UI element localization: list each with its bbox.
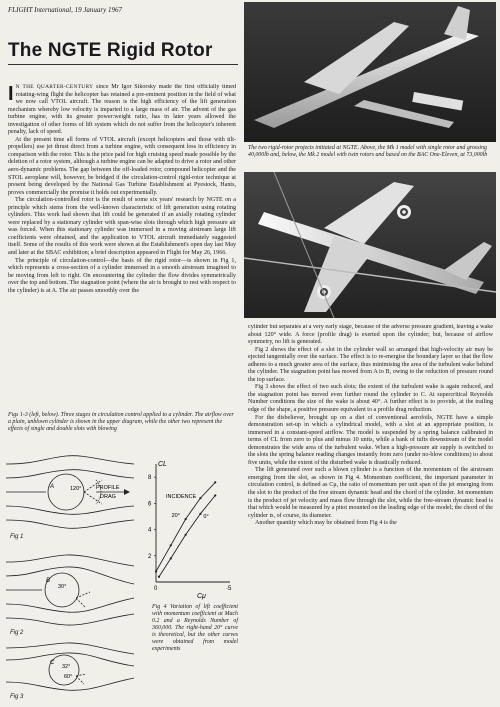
fig3-angle1: 32° (62, 664, 71, 670)
running-head-text: FLIGHT International, 19 January 1967 (8, 6, 123, 14)
aircraft-photo-mk2 (244, 172, 496, 318)
fig1-diagram (6, 452, 136, 536)
fig4-data-point (214, 494, 216, 496)
fig1-profile: PROFILE (96, 485, 120, 491)
fig4-data-point (214, 481, 216, 483)
title-rule (8, 64, 238, 65)
fig4-y-tick-label: 4 (148, 527, 152, 534)
aircraft-mk2-image (244, 172, 496, 318)
fig4-data-point (199, 513, 201, 515)
fig1-point: A (50, 484, 55, 490)
figs-caption: Figs 1-3 (left, below). Three stages in circulation control applied to a cylinder. The airflow over a plain, unblown cylinder is shown in the upper diagram, while the other two represent the effects of single and double slots with blowing (8, 412, 234, 432)
fig4-x-label: Cμ (197, 593, 206, 600)
fig4-data-point (185, 534, 187, 536)
fig4-incidence-label: INCIDENCE (166, 494, 197, 501)
fig4-data-point (170, 544, 172, 546)
paragraph-1 (8, 84, 236, 137)
paragraph-2: At the present time all forms of VTOL aircraft (except helicopters and those with tilt-propellers) use jet thrust direct from a turbine engine, with consequent loss in efficiency in comparison with the rotor. This is the price paid for high cruising speed made possible by the deletion of a rotor system, although a turbine engine can be adapted to drive a rotor and other aero-dynamic problems. The gap between the off-loaded rotor, compound helicopter and the STOL aeroplane will, however, be bridged if the circulation-control rigid-rotor technique at present being developed by the National Gas Turbine Establishment at Pyestock, Hants, proves commercially the promise it holds out experimentally. (8, 136, 236, 196)
fig2-point: B (46, 578, 51, 584)
article-column-1 (8, 84, 236, 404)
aircraft-photo-mk1 (244, 2, 496, 142)
fig2-label: Fig 2 (10, 630, 24, 636)
fig2-angle: 30° (58, 584, 67, 590)
fig4-x-tick-label: ·5 (226, 586, 232, 592)
col2-paragraph-6: Another quantity which may be obtained from Fig 4 is the (255, 520, 397, 527)
fig4-series-label: 0° (203, 513, 209, 520)
fig4-caption: Fig 4 Variation of lift coefficient with momentum coefficient at Mach 0.2 and a Reynolds Number of 360,000. The right-hand 20° curve is theoretical, but the other curves were obtained from model experiments (152, 604, 238, 652)
article-title: The NGTE Rigid Rotor (8, 40, 213, 61)
article-column-2 (248, 324, 493, 704)
fig4-chart (138, 450, 238, 600)
col2-paragraph-4: For the disbeliever, brought up on a diet of conventional aerofoils, NGTE have a simple demonstration set-up in which a cylindrical model, with a slot at an appropriate position, is immersed in a constant-speed airflow. The model is suspended by a spring balance calibrated in terms of CL from zero to plus and minus 10 units, while a bank of tufts downstream of the model demonstrates the wide area of the turbulent wake. When a high-pressure air supply is switched to the slots the spring balance reading changes instantly from zero (under no-blow conditions) to about five units, while the extent of the disturbed wake is drastically reduced. (248, 414, 493, 466)
fig4-data-point (199, 497, 201, 499)
col2-paragraph-2: Fig 2 shows the effect of a slot in the cylinder wall so arranged that high-velocity air may be ejected tangentially over the surface. The effect is to re-energise the boundary layer so that the flow adheres to a much greater area of the surface, thus minimising the area of the turbulent wake behind the cylinder. The stagnation point has moved from A to B, owing to the reduction of pressure round the top surface. (248, 346, 493, 383)
lead-smallcaps: N THE QUARTER-CENTURY (15, 84, 94, 90)
fig1-drag: DRAG (100, 494, 116, 500)
aircraft-mk1-image (244, 2, 496, 142)
fig1-angle: 120° (70, 486, 82, 492)
photo-caption: The two rigid-rotor projects initiated at NGTE. Above, the Mk 1 model with single rotor and grossing 40,000lb and, below, the Mk 2 model with twin rotors and based on the BAC One-Eleven, at 73,000lb (248, 145, 488, 158)
fig1-label: Fig 1 (10, 534, 24, 540)
paragraph-4: The principle of circulation-control—the basis of the rigid rotor—is shown in Fig 1, which represents a cross-section of a cylinder immersed in a smooth airstream imagined to be moving from left to right. On encountering the cylinder the flow divides symmetrically over the top and bottom. The stagnation point (where the air is brought to rest with respect to the cylinder) is at A. The air passes smoothly over the (8, 257, 236, 294)
col2-paragraph-1: cylinder but separates at a very early stage, because of the adverse pressure gradient, leaving a wake about 120° wide. A force (profile drag) is exerted upon the cylinder; but, because of airflow symmetry, no lift is generated. (248, 324, 493, 346)
col2-paragraph-5: The lift generated over such a blown cylinder is a function of the momentum of the airstream emerging from the slot, as shown in Fig 4. Momentum coefficient, the important parameter in circulation control, is defined as Cμ, the ratio of momentum per unit span of the jet emerging from the slot to the product of the free stream dynamic head and the chord of the cylinder. Jet momentum is the product of jet velocity and mass flow through the slot, while the free-stream dynamic head is that which would be measured by a pitot mounted on the leading edge of the model; the chord of the cylinder is, of course, its diameter. (248, 467, 493, 519)
fig4-y-tick-label: 8 (148, 475, 152, 482)
paragraph-1-text: since Mr Igor Sikorsky made the first officially timed rotating-wing flight the helicopter has retained a pre-eminent position in the field of what we now call VTOL aircraft. The reason is the high efficiency of the lift generation mechanism whereby low velocity is imparted to a large mass of air. The advent of the gas turbine engine, with its greater power:weight ratio, has in later years allowed the investigation of other forms of lift system which do not suffer from the helicopter's inherent penalty, lack of speed. (8, 84, 236, 136)
fig4-y-label: CL (158, 461, 167, 468)
fig3-point: C (50, 660, 55, 666)
fig4-y-tick-label: 6 (148, 501, 152, 508)
fig3-diagram (6, 642, 136, 696)
fig4-series-line (159, 496, 215, 577)
fig4-data-point (158, 576, 160, 578)
paragraph-3: The circulation-controlled rotor is the result of some six years' research by NGTE on a principle which stems from the well-known characteristic of lift generation using rotating cylinders. This work had shown that lift could be generated if an axially rotating cylinder were replaced by a stationary cylinder with span-wise slots through which high pressure air was forced. When this stationary cylinder was immersed in a moving airstream large lift coefficients were obtained, and the application to VTOL aircraft immediately suggested itself. Some of the results of this work were shown at the Establishment's open day last May and later at the SBAC exhibition; a brief description appeared in Flight for May 26, 1966. (8, 197, 236, 257)
fig3-label: Fig 3 (10, 694, 24, 700)
fig4-y-tick-label: 2 (148, 553, 152, 560)
fig4-data-point (170, 557, 172, 559)
fig4-data-point (155, 570, 157, 572)
drop-cap: I (8, 84, 14, 105)
fig3-angle2: 60° (64, 674, 73, 680)
fig4-data-point (185, 518, 187, 520)
fig4-x-tick-label: 0 (154, 586, 158, 592)
fig2-diagram (6, 552, 136, 628)
col2-paragraph-3: Fig 3 shows the effect of two such slots; the extent of the turbulent wake is again reduced, and the stagnation point has moved even further round the cylinder to C. At supercritical Reynolds Number conditions the size of the wake is about 40°. A further effect is to provide, at the trailing edge of the shape, a positive pressure equivalent to a profile drag reduction. (248, 384, 493, 414)
fig4-series-label: 20° (171, 513, 180, 520)
